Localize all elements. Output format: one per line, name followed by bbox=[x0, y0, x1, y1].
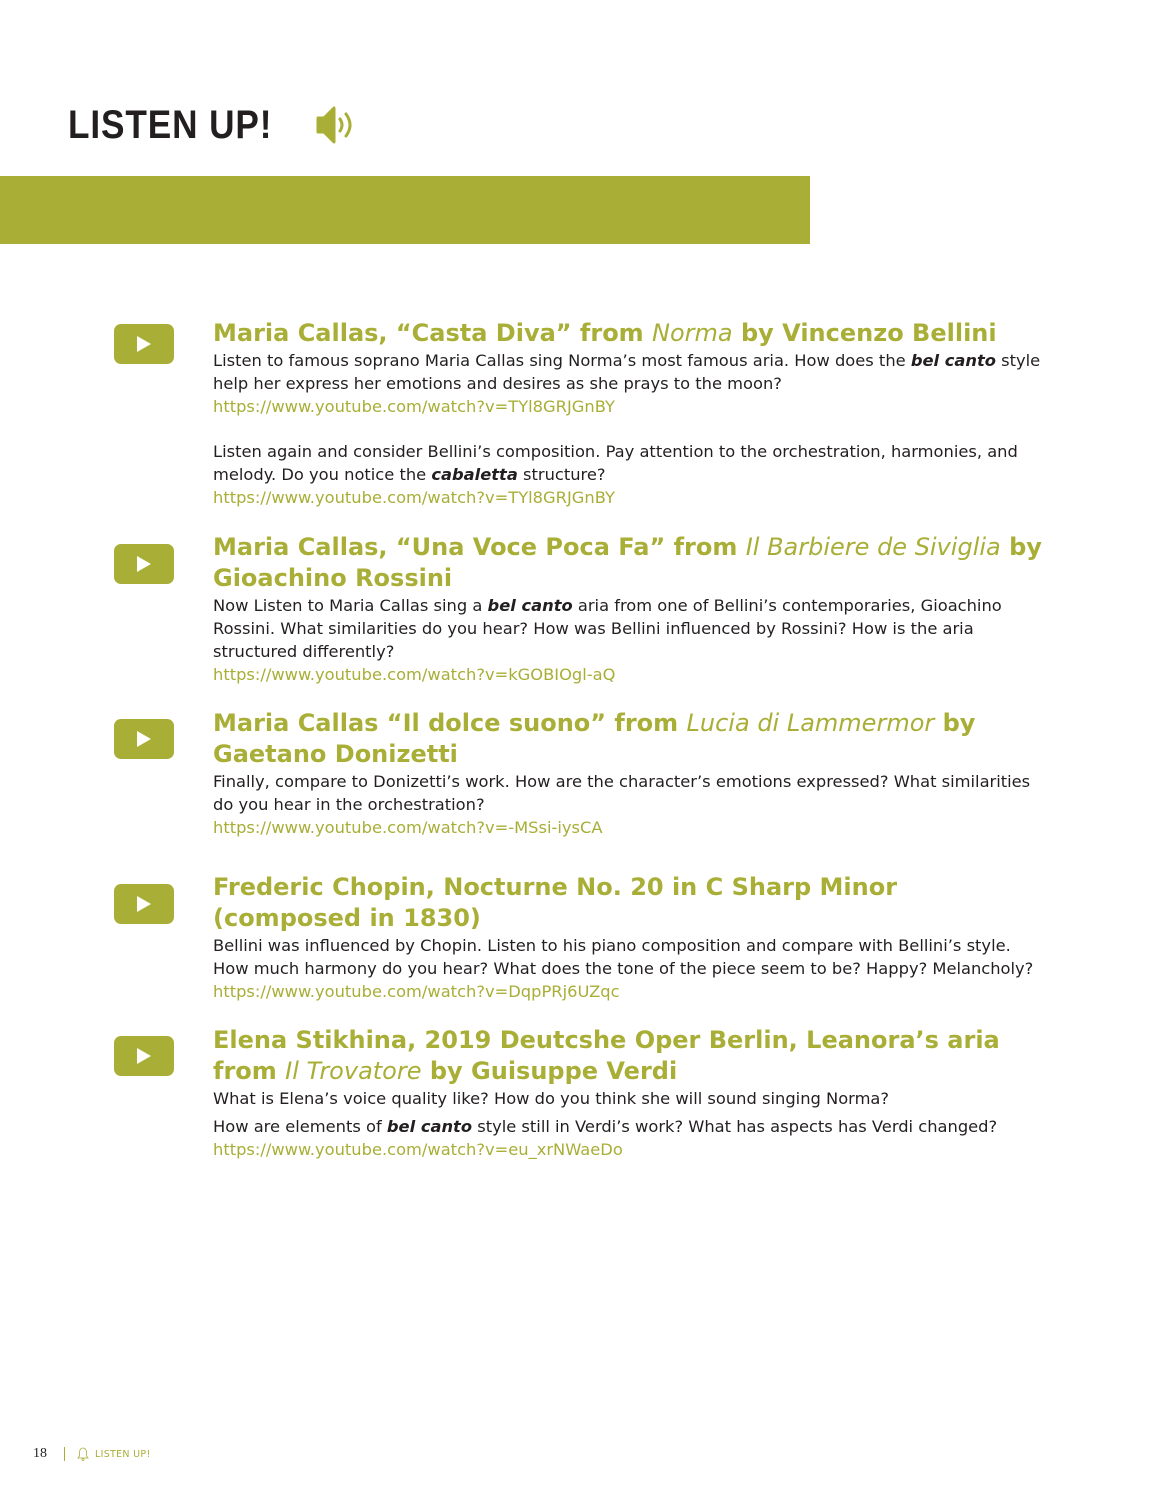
speaker-icon bbox=[302, 102, 360, 148]
youtube-link[interactable]: https://www.youtube.com/watch?v=DqpPRj6UZqc bbox=[213, 982, 620, 1001]
play-button[interactable] bbox=[114, 719, 174, 759]
page-header bbox=[68, 100, 360, 150]
page-footer bbox=[33, 1446, 151, 1462]
play-icon bbox=[136, 555, 152, 573]
entry-description: Listen again and consider Bellini’s composition. Pay attention to the orchestration, harmonies, and melody. Do you notice the cabaletta structure? bbox=[213, 442, 1018, 484]
bell-icon bbox=[77, 1447, 89, 1461]
entry-description: Finally, compare to Donizetti’s work. How are the character’s emotions expressed? What similarities do you hear in the orchestration? bbox=[213, 772, 1031, 814]
footer-section-label: LISTEN UP! bbox=[95, 1448, 151, 1460]
play-icon bbox=[136, 1047, 152, 1065]
play-icon bbox=[136, 335, 152, 353]
play-button[interactable] bbox=[114, 324, 174, 364]
entry-title: Frederic Chopin, Nocturne No. 20 in C Sharp Minor (composed in 1830) bbox=[213, 873, 898, 932]
entry-body bbox=[213, 708, 1043, 839]
entry-body bbox=[213, 532, 1043, 686]
entry-title: Maria Callas, “Casta Diva” from Norma by Vincenzo Bellini bbox=[213, 319, 997, 347]
entry-body bbox=[213, 1025, 1043, 1161]
youtube-link[interactable]: https://www.youtube.com/watch?v=eu_xrNWaeDo bbox=[213, 1140, 623, 1159]
entry-description: Now Listen to Maria Callas sing a bel canto aria from one of Bellini’s contemporaries, Gioachino Rossini. What similarities do you hear? How was Bellini influenced by Rossini? How is the aria structured differently? bbox=[213, 596, 1002, 661]
youtube-link[interactable]: https://www.youtube.com/watch?v=-MSsi-iysCA bbox=[213, 818, 603, 837]
entry-body bbox=[213, 318, 1043, 509]
play-button[interactable] bbox=[114, 544, 174, 584]
entry-title: Elena Stikhina, 2019 Deutcshe Oper Berlin, Leanora’s aria from Il Trovatore by Guisuppe Verdi bbox=[213, 1026, 1000, 1085]
play-icon bbox=[136, 895, 152, 913]
header-accent-band bbox=[0, 176, 810, 244]
play-icon bbox=[136, 730, 152, 748]
youtube-link[interactable]: https://www.youtube.com/watch?v=TYl8GRJGnBY bbox=[213, 488, 615, 507]
play-button[interactable] bbox=[114, 1036, 174, 1076]
entry-title: Maria Callas, “Una Voce Poca Fa” from Il Barbiere de Siviglia by Gioachino Rossini bbox=[213, 533, 1042, 592]
play-button[interactable] bbox=[114, 884, 174, 924]
page-title: LISTEN UP! bbox=[68, 103, 273, 147]
page-number: 18 bbox=[33, 1446, 47, 1461]
entry-body bbox=[213, 872, 1043, 1003]
youtube-link[interactable]: https://www.youtube.com/watch?v=kGOBIOgl-aQ bbox=[213, 665, 616, 684]
entry-description: How are elements of bel canto style still in Verdi’s work? What has aspects has Verdi changed? bbox=[213, 1117, 998, 1136]
youtube-link[interactable]: https://www.youtube.com/watch?v=TYl8GRJGnBY bbox=[213, 397, 615, 416]
entry-title: Maria Callas “Il dolce suono” from Lucia di Lammermor by Gaetano Donizetti bbox=[213, 709, 976, 768]
entry-description: What is Elena’s voice quality like? How do you think she will sound singing Norma? bbox=[213, 1089, 890, 1108]
entry-description: Bellini was influenced by Chopin. Listen to his piano composition and compare with Bellini’s style. How much harmony do you hear? What does the tone of the piece seem to be? Happy? Melancholy? bbox=[213, 936, 1034, 978]
entry-description: Listen to famous soprano Maria Callas sing Norma’s most famous aria. How does the bel canto style help her express her emotions and desires as she prays to the moon? bbox=[213, 351, 1041, 393]
footer-divider bbox=[64, 1447, 65, 1461]
